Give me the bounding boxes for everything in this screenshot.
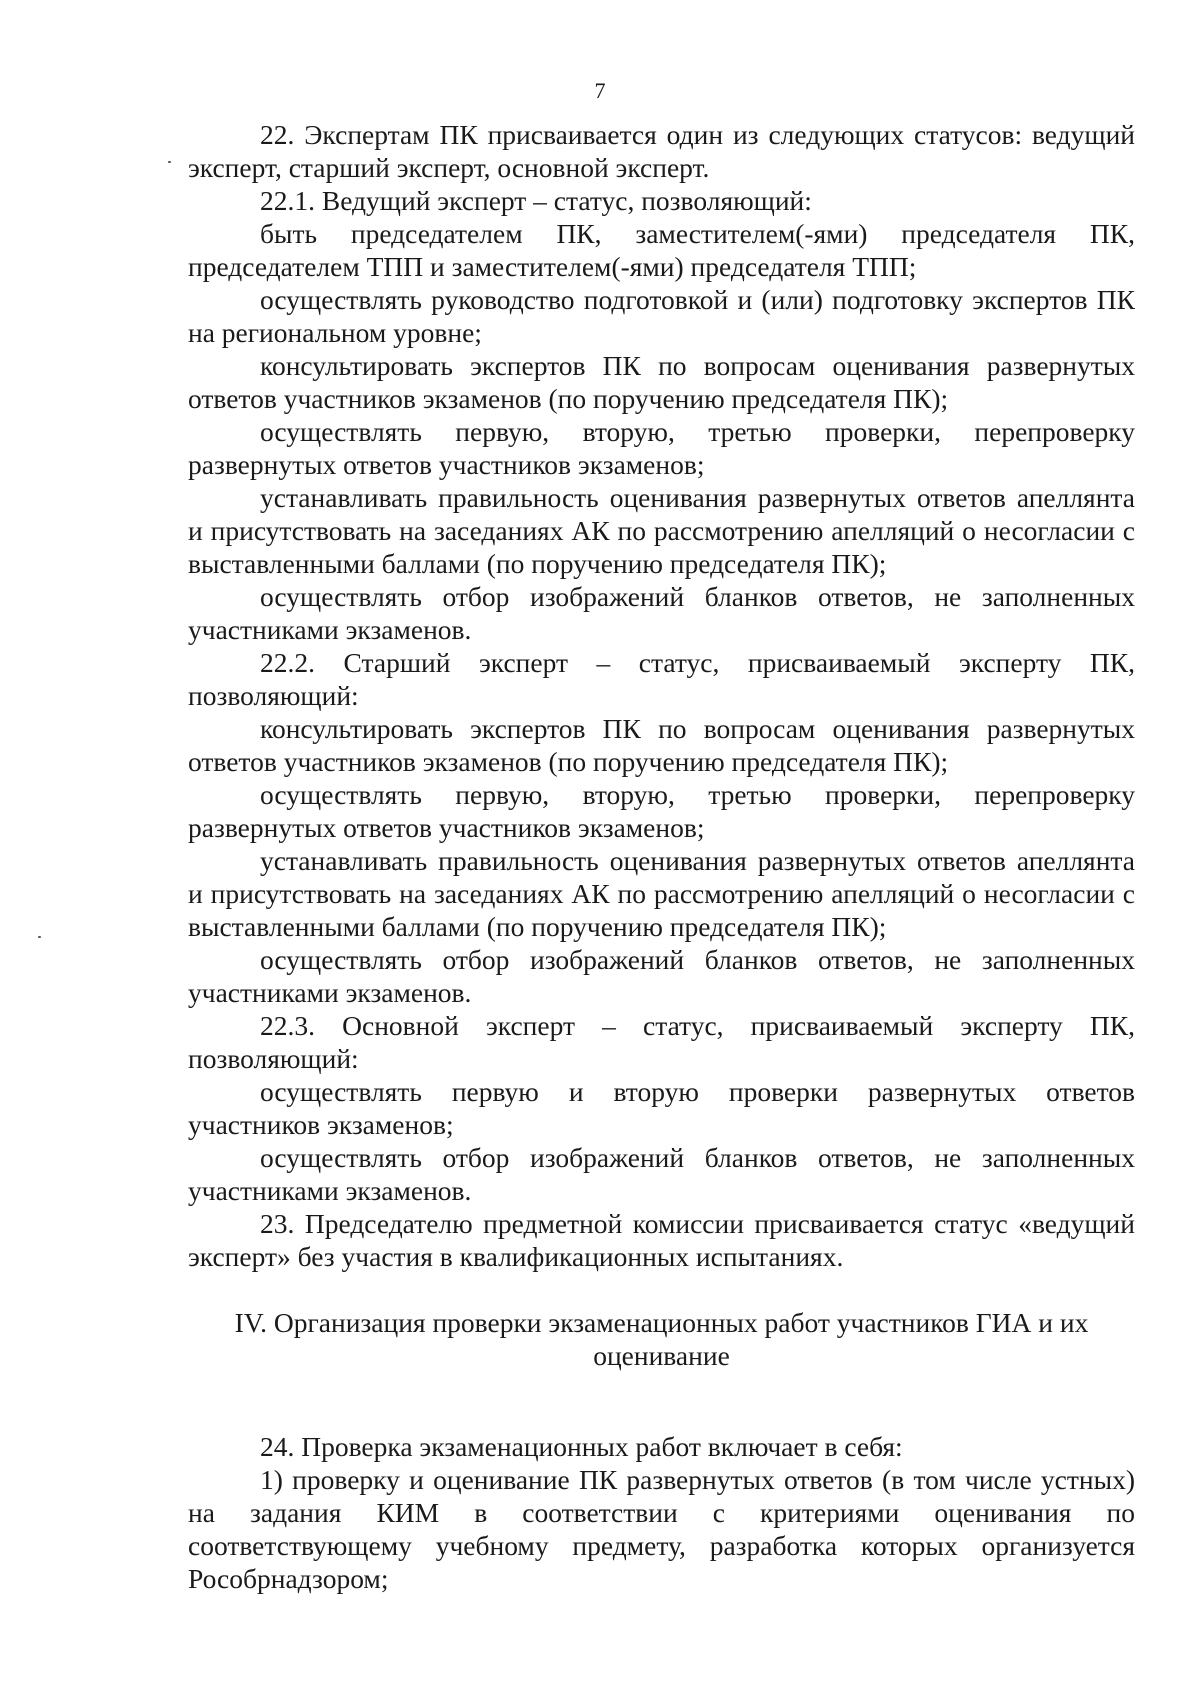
list-item: осуществлять первую, вторую, третью проверки, перепроверку развернутых ответов участников экзаменов; bbox=[188, 779, 1135, 843]
list-item: консультировать экспертов ПК по вопросам оценивания развернутых ответов участников экзаменов (по поручению председателя ПК); bbox=[188, 350, 1135, 414]
paragraph-22-1: 22.1. Ведущий эксперт – статус, позволяющий: bbox=[260, 185, 812, 216]
scan-speck bbox=[168, 161, 171, 163]
paragraph-23: 23. Председателю предметной комиссии присваивается статус «ведущий эксперт» без участия в квалификационных испытаниях. bbox=[188, 1208, 1135, 1272]
list-item: консультировать экспертов ПК по вопросам оценивания развернутых ответов участников экзаменов (по поручению председателя ПК); bbox=[188, 713, 1135, 777]
list-item: осуществлять руководство подготовкой и (или) подготовку экспертов ПК на региональном уровне; bbox=[188, 284, 1135, 348]
list-item: устанавливать правильность оценивания развернутых ответов апеллянта и присутствовать на заседаниях АК по рассмотрению апелляций о несогласии с выставленными баллами (по поручению председателя ПК); bbox=[188, 845, 1135, 942]
paragraph-24: 24. Проверка экзаменационных работ включает в себя: bbox=[260, 1431, 903, 1462]
document-body bbox=[188, 118, 1135, 1595]
paragraph-22: 22. Экспертам ПК присваивается один из следующих статусов: ведущий эксперт, старший эксперт, основной эксперт. bbox=[188, 119, 1135, 183]
list-item: быть председателем ПК, заместителем(-ями) председателя ПК, председателем ТПП и заместителем(-ями) председателя ТПП; bbox=[188, 218, 1135, 282]
list-item: осуществлять первую и вторую проверки развернутых ответов участников экзаменов; bbox=[188, 1076, 1135, 1140]
list-item: осуществлять первую, вторую, третью проверки, перепроверку развернутых ответов участников экзаменов; bbox=[188, 416, 1135, 480]
list-item: осуществлять отбор изображений бланков ответов, не заполненных участниками экзаменов. bbox=[188, 581, 1135, 645]
scan-speck bbox=[38, 936, 41, 938]
list-item: осуществлять отбор изображений бланков ответов, не заполненных участниками экзаменов. bbox=[188, 944, 1135, 1008]
page-number: 7 bbox=[594, 78, 606, 103]
list-item: 1) проверку и оценивание ПК развернутых ответов (в том числе устных) на задания КИМ в соответствии с критериями оценивания по соответствующему учебному предмету, разработка которых организуется Рособрнадзором; bbox=[188, 1464, 1135, 1594]
paragraph-22-3: 22.3. Основной эксперт – статус, присваиваемый эксперту ПК, позволяющий: bbox=[188, 1010, 1135, 1074]
section-heading: IV. Организация проверки экзаменационных работ участников ГИА и их оценивание bbox=[234, 1307, 1089, 1371]
list-item: устанавливать правильность оценивания развернутых ответов апеллянта и присутствовать на заседаниях АК по рассмотрению апелляций о несогласии с выставленными баллами (по поручению председателя ПК); bbox=[188, 482, 1135, 579]
list-item: осуществлять отбор изображений бланков ответов, не заполненных участниками экзаменов. bbox=[188, 1142, 1135, 1206]
paragraph-22-2: 22.2. Старший эксперт – статус, присваиваемый эксперту ПК, позволяющий: bbox=[188, 647, 1135, 711]
